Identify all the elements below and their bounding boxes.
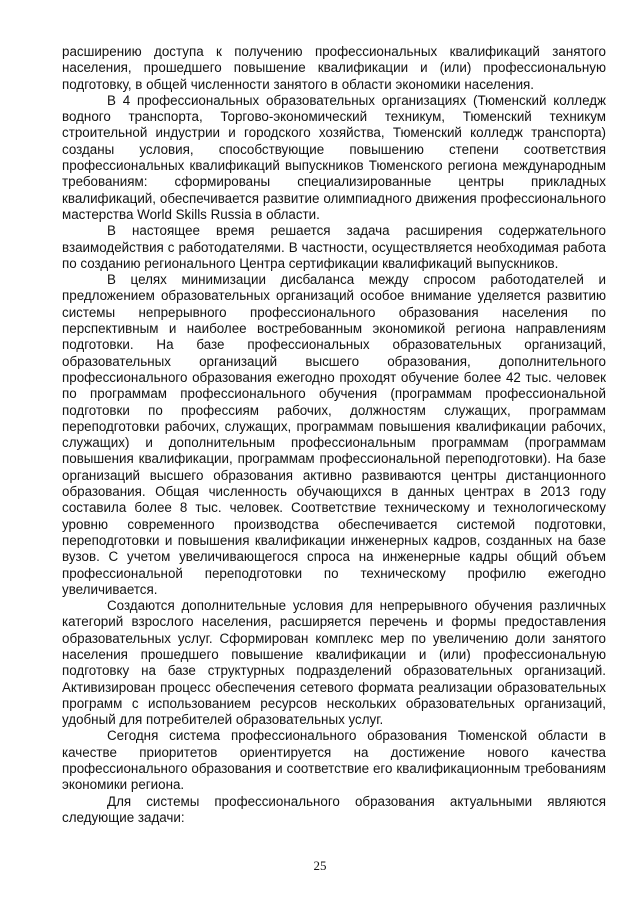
- paragraph-colleges: В 4 профессиональных образовательных организациях (Тюменский колледж водного транспорта, Торгово-экономический техникум, Тюменский техникум строительной индустрии и городского хозяйства, Тюменский колледж транспорта) созданы условия, способствующие повышению степени соответствия профессиональных квалификаций выпускников Тюменского региона международным требованиям: сформированы специализированные центры прикладных квалификаций, обеспечивается развитие олимпиадного движения профессионального мастерства World Skills Russia в области.: [62, 92, 606, 222]
- paragraph-employers: В настоящее время решается задача расширения содержательного взаимодействия с работодателями. В частности, осуществляется необходимая работа по созданию регионального Центра сертификации квалификаций выпускников.: [62, 223, 606, 271]
- page-number: 25: [313, 858, 327, 873]
- document-body: [62, 44, 606, 826]
- paragraph-continuous-education: В целях минимизации дисбаланса между спросом работодателей и предложением образовательных организаций особое внимание уделяется развитию системы непрерывного профессионального образования населения по перспективным и наиболее востребованным экономикой региона направлениям подготовки. На базе профессиональных образовательных организаций, образовательных организаций высшего образования, дополнительного профессионального образования ежегодно проходят обучение более 42 тыс. человек по программам профессионального обучения (программам профессиональной подготовки по профессиям рабочих, должностям служащих, программам переподготовки рабочих, служащих, программам повышения квалификации рабочих, служащих) и дополнительным профессиональным программам (программам повышения квалификации, программам профессиональной переподготовки). На базе организаций высшего образования активно развиваются центры дистанционного образования. Общая численность обучающихся в данных центрах в 2013 году составила более 8 тыс. человек. Соответствие техническому и технологическому уровню современного производства обеспечивается системой подготовки, переподготовки и повышения квалификации инженерных кадров, созданных на базе вузов. С учетом увеличивающегося спроса на инженерные кадры общий объем профессиональной переподготовки по техническому профилю ежегодно увеличивается.: [62, 272, 606, 597]
- paragraph-priorities: Сегодня система профессионального образования Тюменской области в качестве приоритетов ориентируется на достижение нового качества профессионального образования и соответствие его квалификационным требованиям экономики региона.: [62, 728, 606, 793]
- paragraph-continuation: расширению доступа к получению профессиональных квалификаций занятого населения, прошедшего повышение квалификации и (или) профессиональную подготовку, в общей численности занятого в области экономики населения.: [62, 44, 606, 92]
- paragraph-tasks-intro: Для системы профессионального образования актуальными являются следующие задачи:: [62, 793, 606, 825]
- paragraph-adult-learning: Создаются дополнительные условия для непрерывного обучения различных категорий взрослого населения, расширяется перечень и формы предоставления образовательных услуг. Сформирован комплекс мер по увеличению доли занятого населения прошедшего повышение квалификации и (или) профессиональную подготовку на базе структурных подразделений образовательных организаций. Активизирован процесс обеспечения сетевого формата реализации образовательных программ с использованием ресурсов нескольких образовательных организаций, удобный для потребителей образовательных услуг.: [62, 598, 606, 728]
